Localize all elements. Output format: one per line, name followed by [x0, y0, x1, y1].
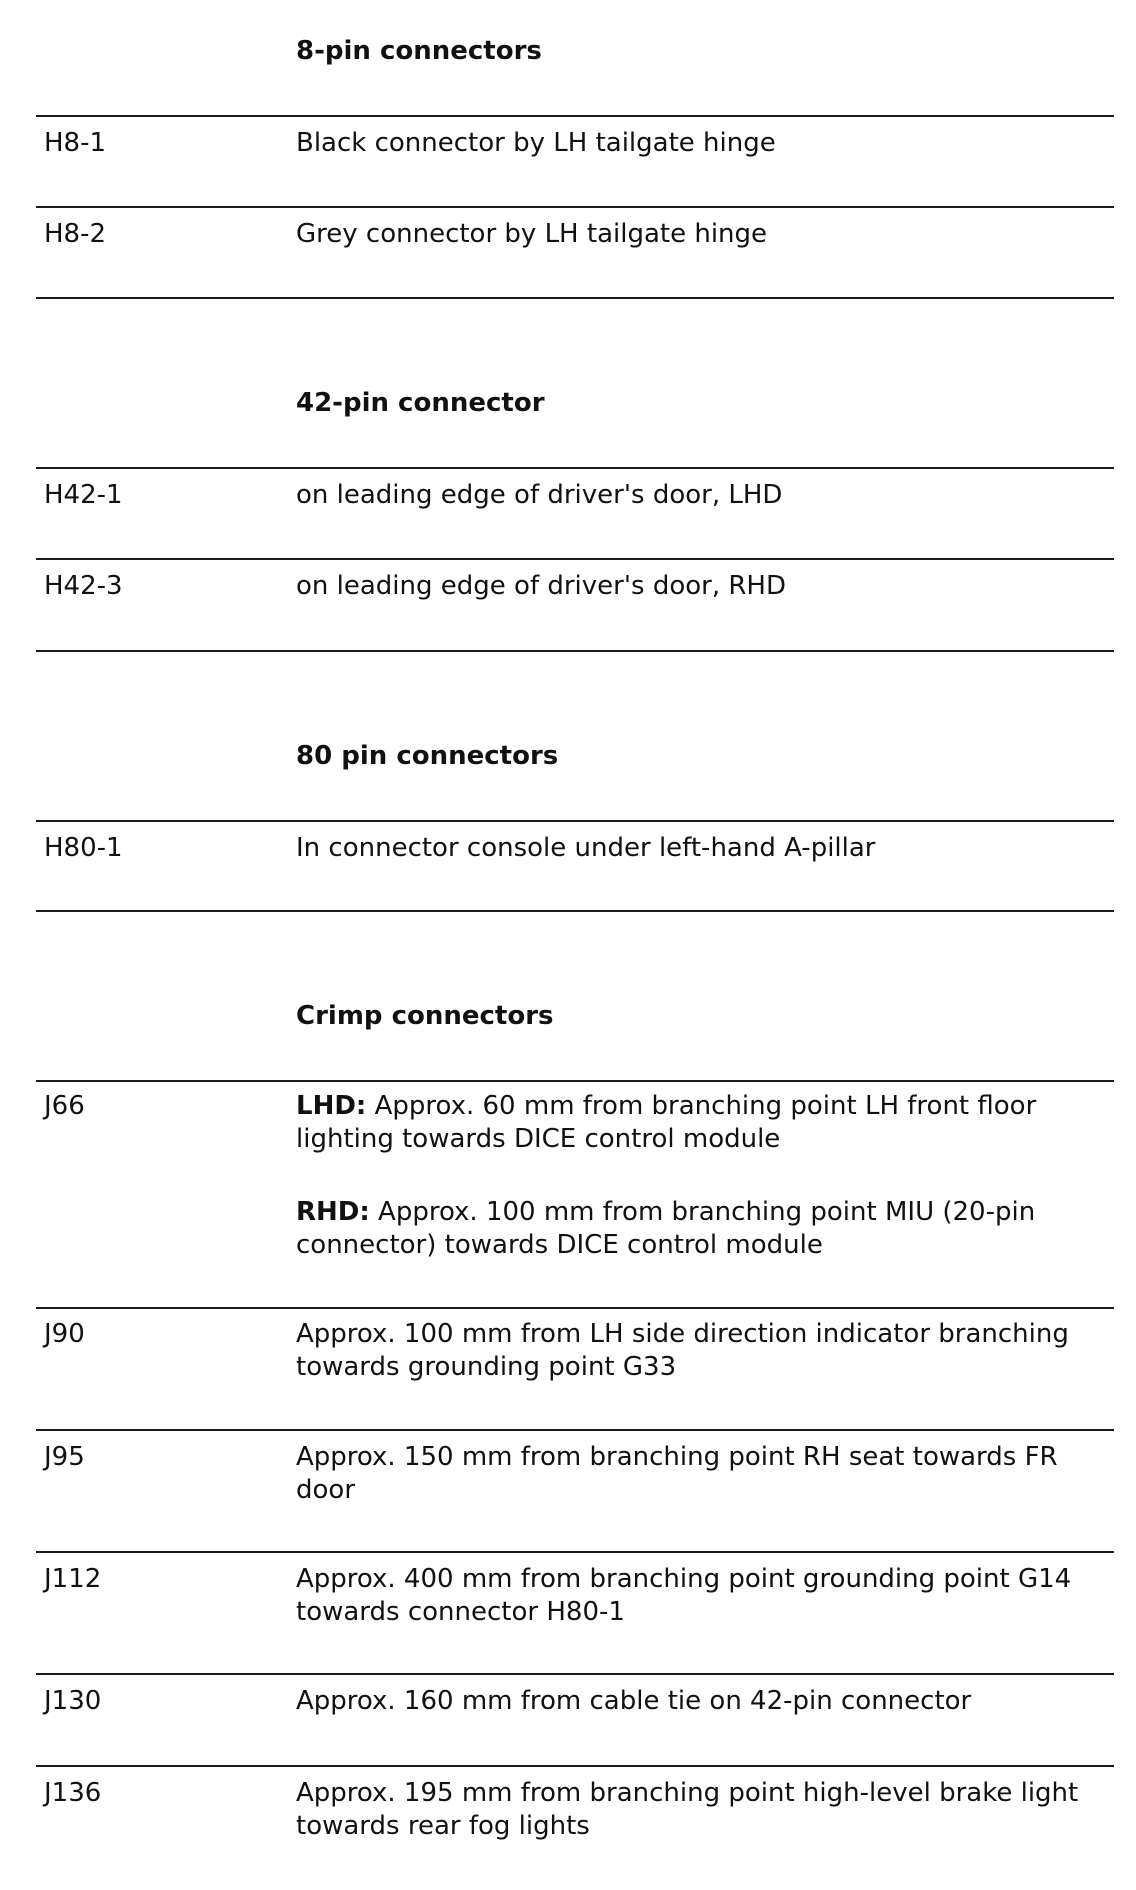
lhd-text: Approx. 60 mm from branching point LH front floor lighting towards DICE control module	[296, 1091, 1037, 1154]
table-rule	[36, 1551, 1114, 1553]
row-description: Approx. 195 mm from branching point high-level brake light towards rear fog lights	[296, 1778, 1079, 1841]
section-heading-42-pin: 42-pin connector	[296, 388, 545, 418]
row-code: H42-3	[44, 571, 123, 601]
table-rule	[36, 910, 1114, 912]
table-rule	[36, 1080, 1114, 1082]
row-description-rhd	[296, 1196, 1102, 1262]
row-code: J112	[44, 1564, 102, 1594]
section-heading-8-pin: 8-pin connectors	[296, 36, 542, 66]
row-description: Grey connector by LH tailgate hinge	[296, 219, 768, 249]
row-description: on leading edge of driver's door, LHD	[296, 480, 783, 510]
row-description-lhd	[296, 1090, 1102, 1156]
table-rule	[36, 650, 1114, 652]
table-rule	[36, 467, 1114, 469]
table-rule	[36, 1765, 1114, 1767]
row-description: In connector console under left-hand A-pillar	[296, 833, 876, 863]
table-rule	[36, 297, 1114, 299]
row-code: H8-1	[44, 128, 107, 158]
rhd-text: Approx. 100 mm from branching point MIU (20-pin connector) towards DICE control module	[296, 1197, 1036, 1260]
table-rule	[36, 1429, 1114, 1431]
table-rule	[36, 206, 1114, 208]
section-heading-80-pin: 80 pin connectors	[296, 741, 559, 771]
table-rule	[36, 115, 1114, 117]
row-code: J66	[44, 1091, 85, 1121]
row-code: H42-1	[44, 480, 123, 510]
row-description: Approx. 150 mm from branching point RH seat towards FR door	[296, 1442, 1058, 1505]
row-description: Approx. 400 mm from branching point grounding point G14 towards connector H80-1	[296, 1564, 1072, 1627]
row-code: J130	[44, 1686, 102, 1716]
table-rule	[36, 820, 1114, 822]
row-description: Approx. 100 mm from LH side direction indicator branching towards grounding point G33	[296, 1319, 1069, 1382]
row-code: J90	[44, 1319, 85, 1349]
row-description: Black connector by LH tailgate hinge	[296, 128, 776, 158]
row-code: J136	[44, 1778, 102, 1808]
table-rule	[36, 1307, 1114, 1309]
rhd-label: RHD:	[296, 1197, 370, 1227]
row-code: H8-2	[44, 219, 107, 249]
row-description: Approx. 160 mm from cable tie on 42-pin connector	[296, 1686, 972, 1716]
section-heading-crimp: Crimp connectors	[296, 1001, 554, 1031]
row-description: on leading edge of driver's door, RHD	[296, 571, 786, 601]
table-rule	[36, 1673, 1114, 1675]
table-rule	[36, 558, 1114, 560]
row-code: H80-1	[44, 833, 123, 863]
lhd-label: LHD:	[296, 1091, 367, 1121]
row-code: J95	[44, 1442, 85, 1472]
